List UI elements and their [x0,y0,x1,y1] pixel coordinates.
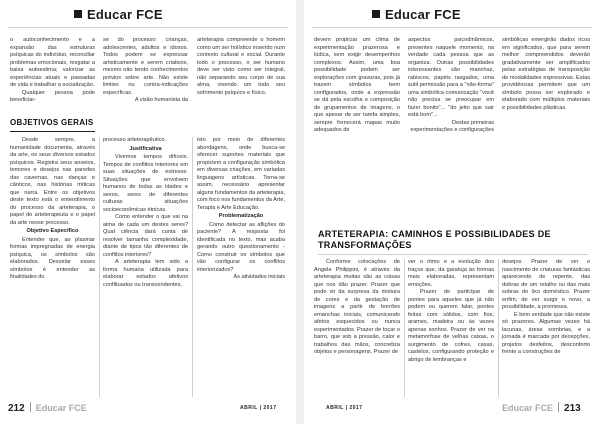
column-divider [99,137,100,397]
paragraph: isto por meio de diferentes abordagens, onde busca-se oferecer suportes materiais que propiciem a configuração simbólica em diversas criações, em variadas linguagens artísticas. Torna-se assim, necessário apresentar alguns fundamentos da arteterapia, com foco nos fundamentos da Arte, Terapia e Arte Educação. [197,137,286,211]
column-divider [192,137,193,397]
paragraph: As atividades iniciais [233,274,285,280]
header-brand: Educar FCE [385,7,461,22]
paragraph: aspectos psicodinâmicos, presentes naquele momento, na verdade cada pessoa que as organiza. Outras possibilidades interessantes são manchas, rabiscos, papéis rasgados, uma sutil permissão para a "não-forma" uma simbólica comunicação "você não precisa se preocupar em fazer bonito"... "do jeito que sair está bom"... [408,37,494,118]
paragraph: devem propiciar um clima de experimentação prazerosa e lúdica, sem exigir desempenhos complexos. Assim, uma boa possibilidade podem ser explorações com gravuras, pois já trazem símbolos bem configurados, onde a expressão se dá pela escolha e composição de grupamentos de imagens, o que apesar de ser tarefa simples, sempre fornecerá mapas muito adequados de [314,37,400,133]
paragraph: Como entender o que vai na alma de cada um destes seres? Qual ciência dará conta de resolver tamanha complexidade, diante de tipos tão diferentes de conflitos interiores? [103,214,188,258]
paragraph: Qualquer pessoa pode beneficiar- [10,89,95,103]
header-rule [8,27,288,28]
article-title: ARTETERAPIA: CAMINHOS E POSSIBILIDADES DE TRANSFORMAÇÕES [318,229,551,250]
paragraph: simbólicas emergirão dados ricos em significados, que para serem melhor compreendidos deverão gradativamente ser amplificados pelas estratégias de transposição de modalidades expressivas. Estas providências permitem que um símbolo possa ser explorado e elaborado com múltiplos materiais e possibilidades plásticas. [502,37,590,111]
column-divider [404,259,405,397]
left-col1 [10,137,95,282]
paragraph: Como detectar as aflições do paciente? A resposta foi identificada no texto, mas acaba gerando outro questionamento - Como construir os símbolos que vão configurar os conflitos interiorizados? [197,221,285,273]
footer-separator [30,402,31,412]
paragraph: A arteterapia tem sido a forma humana utilizada para elaborar estados afetivos conflituados ou transcendentes, [103,259,188,288]
subheading: Problematização [218,213,264,219]
footer-brand: Educar FCE [502,403,554,413]
paragraph: A visão humanista da [134,97,188,103]
left-col3-top [197,37,285,97]
page-gutter [296,0,304,424]
column-divider [498,259,499,397]
right-col2 [408,259,494,364]
paragraph: Desde sempre, a humanidade documenta, através da arte, os seus diversos estados psíquicos. Registra seus anseios, temores e desejos nas paredes das cavernas, nas danças e cânticos, nas histórias míticas que narra. Entre os objetivos deste texto está o entendimento do processo da arteterapia, o papel do arteterapeuta e o papel da arte nesse processo. [10,137,95,226]
right-col1 [314,259,400,357]
footer-date: ABRIL | 2017 [240,405,277,411]
left-header [74,7,163,22]
section-rule [10,131,95,132]
page-number: 212 [8,403,25,414]
page-number: 213 [564,403,581,414]
title-rule [318,254,588,255]
header-brand: Educar FCE [87,7,163,22]
right-page [304,0,600,424]
paragraph: se do processo: crianças, adolescentes, adultos e idosos. Todos podem se expressar artisticamente e serem criativos, mesmo não tendo conhecimentos prévios sobre arte. Não existe limites ou contra-indicações específicas. [103,37,188,96]
paragraph: Conforme colocações de Angela Philippini, é através da arteterapia muitas são as coisas que nos dão prazer. Prazer que pode vir da surpresa da mistura de cores e da gestação de imagens a partir de borrões emanchas iniciais, comunicando afetos esquecidos ou nunca experimentados. Prazer de tocar o barro, que sob a pressão, calor e trabalhos das mãos, concretiza objetos e personagens. Prazer de [314,259,400,355]
right-col3 [502,259,590,357]
right-col2-top [408,37,494,135]
paragraph: Prazer de participar de pontes para aqueles que já não podem ou querem falar, pontes feitas com sólidos, com fios, arames, madeira ou às vezes apenas sonhos. Prazer de ver na metamorfose de velhas caixas, o surgimento de cofres, casas, castelos, configurando proteção e abrigo de lembranças e [408,289,494,363]
right-footer [502,402,581,414]
square-icon [372,10,380,18]
left-footer [8,402,87,414]
paragraph: E bem verdade que não existe só prazeres. Algumas vezes há lacunas, áreas sombrias, e a jornada é marcada por decepções, projetos desfeitos, desconforto frente a construções de [502,311,590,355]
right-col1-top [314,37,400,135]
paragraph: desejos. Prazer de ver o nascimento de criaturas fantásticas aparecendo de repente, das dobras de um retalho ou das mais sobras do lixo doméstico. Prazer enfim, de ver surgir o novo, a possibilidade, a promessa. [502,259,590,310]
left-col2 [103,137,188,289]
subheading: Justificativa [129,145,162,152]
right-col3-top [502,37,590,112]
left-col3 [197,137,285,282]
paragraph: ver o ritmo e a evolução dos traços que, da garatuja às formas mais elaboradas, representam emoções. [408,259,494,288]
section-title: OBJETIVOS GERAIS [10,118,94,127]
footer-brand: Educar FCE [35,403,87,413]
paragraph: o autoconhecimento e a expansão das estruturas psíquicas do indivíduo, reconciliar problemas emocionais, resgatar a baixa autoestima; valorizar as experiências atuais e passadas de vida e trabalhar a socialização. [10,37,95,88]
paragraph: processo arteterapêutico. [103,137,167,143]
paragraph: Destas primeiras experimentações e configurações [410,119,494,133]
left-col2-top [103,37,188,105]
left-page [0,0,296,424]
subheading: Objetivo Específico [26,228,79,234]
left-col1-top [10,37,95,105]
right-header [372,7,461,22]
paragraph: arteterapia compreende o homem como um ser holístico inserido num contexto cultural e social. Durante todo o processo, o ser humano deve ser visto como ser integral, não separando seu corpo de sua alma, vivendo um todo seu sofrimento psíquico e físico. [197,37,285,96]
footer-separator [558,402,559,412]
header-rule [312,27,592,28]
footer-date: ABRIL | 2017 [326,405,363,411]
paragraph: Entender que, ao plasmar formas impregnadas de energia psíquica, os símbolos são elaborados. Desvelar esses símbolos é entender as finalidades do [10,236,95,280]
paragraph: Vivemos tempos difíceis. Tempos de conflitos interiores em suas situações de estresse. Situações que envolvem humanos de todas as idades e sexos, seres de diferentes culturas situações socioeconômicas étnicas. [103,154,188,213]
square-icon [74,10,82,18]
